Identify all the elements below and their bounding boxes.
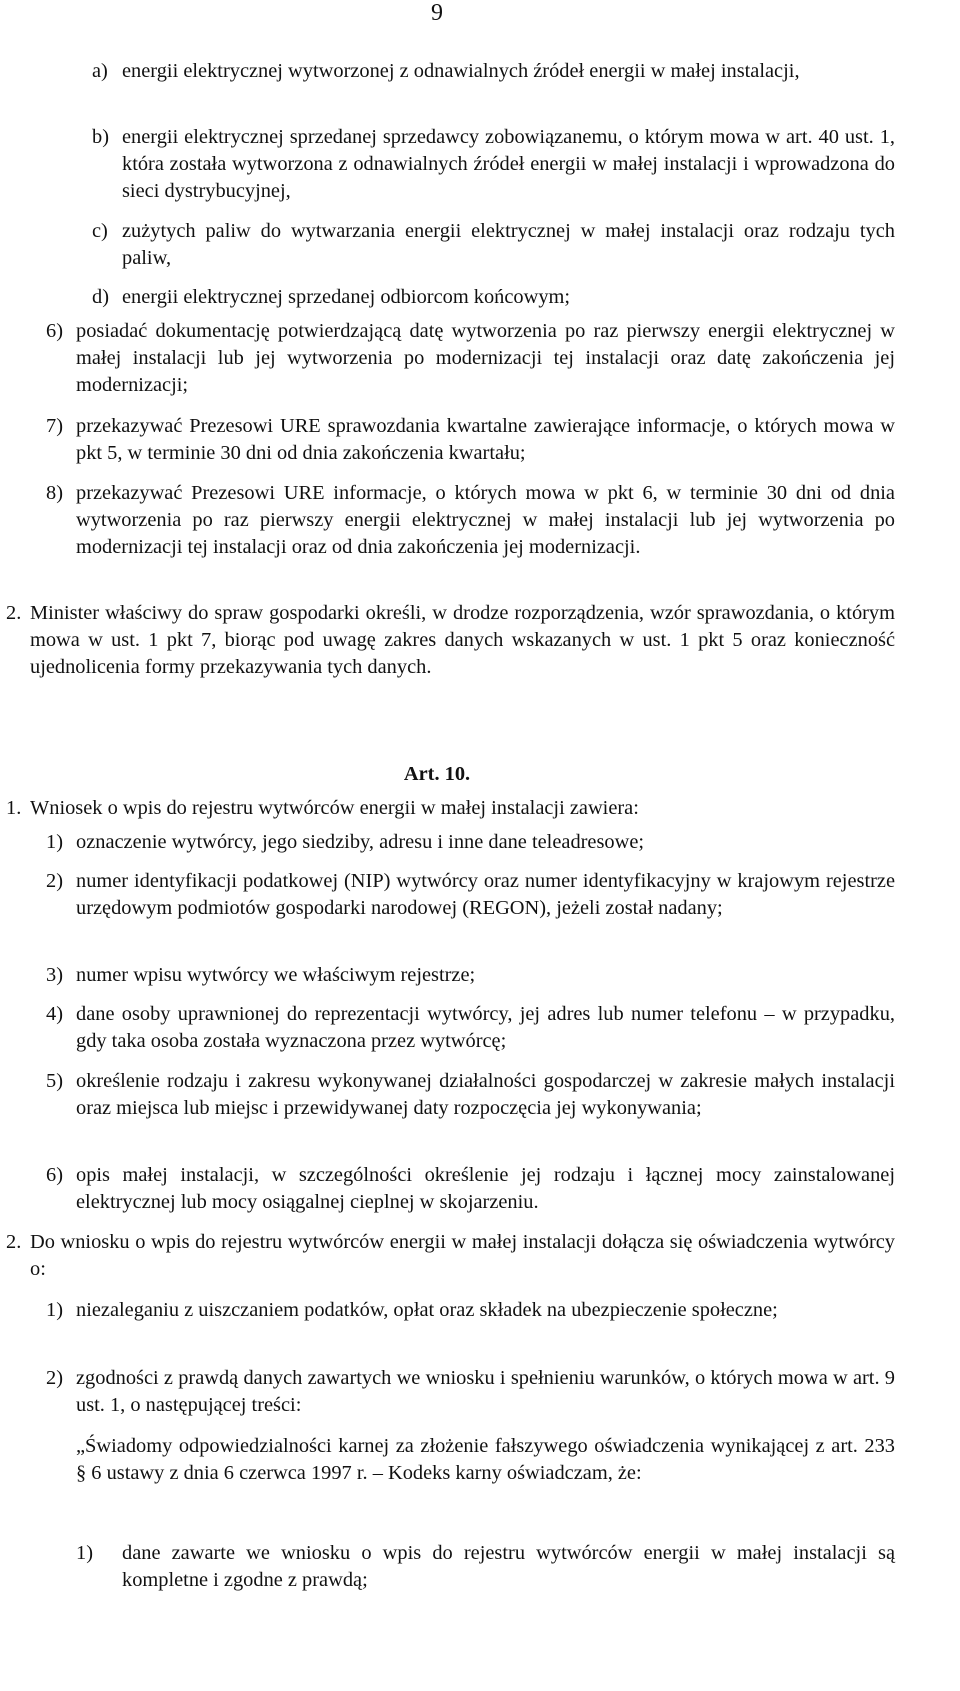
item-label: c): [92, 220, 108, 242]
item-label: 2): [46, 870, 63, 892]
item-text: przekazywać Prezesowi URE sprawozdania kwartalne zawierające informacje, o których mowa w pkt 5, w terminie 30 dni od dnia zakończenia kwartału;: [76, 415, 895, 464]
article-paragraph-1: [6, 795, 895, 822]
item-text: energii elektrycznej sprzedanej odbiorcom końcowym;: [122, 286, 571, 308]
item-text: posiadać dokumentację potwierdzającą datę wytworzenia po raz pierwszy energii elektrycznej w małej instalacji lub jej wytworzenia po modernizacji tej instalacji oraz datę zakończenia jej modernizacji;: [76, 320, 895, 396]
point-3: [46, 962, 895, 989]
point-4: [46, 1001, 895, 1055]
item-label: 1): [46, 831, 63, 853]
item-text: określenie rodzaju i zakresu wykonywanej działalności gospodarczej w zakresie małych instalacji oraz miejsca lub miejsc i przewidywanej daty rozpoczęcia jej wykonywania;: [76, 1070, 895, 1119]
quote-text: „Świadomy odpowiedzialności karnej za złożenie fałszywego oświadczenia wynikającej z art. 233 § 6 ustawy z dnia 6 czerwca 1997 r. – Kodeks karny oświadczam, że:: [76, 1435, 895, 1484]
item-label: 6): [46, 320, 63, 342]
item-label: b): [92, 126, 109, 148]
item-label: 1): [46, 1299, 63, 1321]
point-6: [46, 1162, 895, 1216]
point-2: [46, 868, 895, 922]
item-label: 8): [46, 482, 63, 504]
item-text: niezaleganiu z uiszczaniem podatków, opłat oraz składek na ubezpieczenie społeczne;: [76, 1299, 778, 1321]
page-number: 9: [431, 0, 443, 26]
item-text: energii elektrycznej wytworzonej z odnawialnych źródeł energii w małej instalacji,: [122, 60, 800, 82]
list-item-b: [92, 124, 895, 205]
article-title: Art. 10.: [403, 763, 471, 785]
list-item-c: [92, 218, 895, 272]
paragraph-label: 2.: [6, 602, 22, 624]
item-text: dane osoby uprawnionej do reprezentacji wytwórcy, jej adres lub numer telefonu – w przypadku, gdy taka osoba została wyznaczona przez wytwórcę;: [76, 1003, 895, 1052]
item-text: zużytych paliw do wytwarzania energii elektrycznej w małej instalacji oraz rodzaju tych paliw,: [122, 220, 895, 269]
item-label: a): [92, 60, 108, 82]
item-label: 7): [46, 415, 63, 437]
statement-2: [46, 1365, 895, 1419]
item-label: 2): [46, 1367, 63, 1389]
paragraph-label: 2.: [6, 1231, 22, 1253]
list-item-6: [46, 318, 895, 399]
quote-item-1: [76, 1540, 895, 1594]
paragraph-2: [6, 600, 895, 681]
statement-1: [46, 1297, 895, 1324]
list-item-d: [92, 284, 895, 311]
list-item-8: [46, 480, 895, 561]
item-text: energii elektrycznej sprzedanej sprzedawcy zobowiązanemu, o którym mowa w art. 40 ust. 1, która została wytworzona z odnawialnych źródeł energii w małej instalacji i wprowadzona do sieci dystrybucyjnej,: [122, 126, 895, 202]
item-label: 3): [46, 964, 63, 986]
item-label: 5): [46, 1070, 63, 1092]
item-label: 6): [46, 1164, 63, 1186]
item-label: 1): [76, 1542, 93, 1564]
item-text: zgodności z prawdą danych zawartych we wniosku i spełnieniu warunków, o których mowa w art. 9 ust. 1, o następującej treści:: [76, 1367, 895, 1416]
item-label: 4): [46, 1003, 63, 1025]
list-item-7: [46, 413, 895, 467]
paragraph-label: 1.: [6, 797, 22, 819]
item-label: d): [92, 286, 109, 308]
item-text: numer identyfikacji podatkowej (NIP) wytwórcy oraz numer identyfikacyjny w krajowym rejestrze urzędowym podmiotów gospodarki narodowej (REGON), jeżeli został nadany;: [76, 870, 895, 919]
item-text: oznaczenie wytwórcy, jego siedziby, adresu i inne dane teleadresowe;: [76, 831, 645, 853]
point-5: [46, 1068, 895, 1122]
item-text: numer wpisu wytwórcy we właściwym rejestrze;: [76, 964, 476, 986]
item-text: przekazywać Prezesowi URE informacje, o których mowa w pkt 6, w terminie 30 dni od dnia wytworzenia po raz pierwszy energii elektrycznej w małej instalacji lub jej wytworzenia po modernizacji tej instalacji oraz od dnia zakończenia jej modernizacji.: [76, 482, 895, 558]
list-item-a: [92, 58, 895, 85]
paragraph-text: Wniosek o wpis do rejestru wytwórców energii w małej instalacji zawiera:: [30, 797, 639, 819]
paragraph-text: Minister właściwy do spraw gospodarki określi, w drodze rozporządzenia, wzór sprawozdania, o którym mowa w ust. 1 pkt 7, biorąc pod uwagę zakres danych wskazanych w ust. 1 pkt 5 oraz konieczność ujednolicenia formy przekazywania tych danych.: [30, 602, 895, 678]
paragraph-text: Do wniosku o wpis do rejestru wytwórców energii w małej instalacji dołącza się oświadczenia wytwórcy o:: [30, 1231, 895, 1280]
item-text: dane zawarte we wniosku o wpis do rejestru wytwórców energii w małej instalacji są kompletne i zgodne z prawdą;: [122, 1542, 895, 1591]
item-text: opis małej instalacji, w szczególności określenie jej rodzaju i łącznej mocy zainstalowanej elektrycznej lub mocy osiągalnej cieplnej w skojarzeniu.: [76, 1164, 895, 1213]
point-1: [46, 829, 895, 856]
article-paragraph-2: [6, 1229, 895, 1283]
